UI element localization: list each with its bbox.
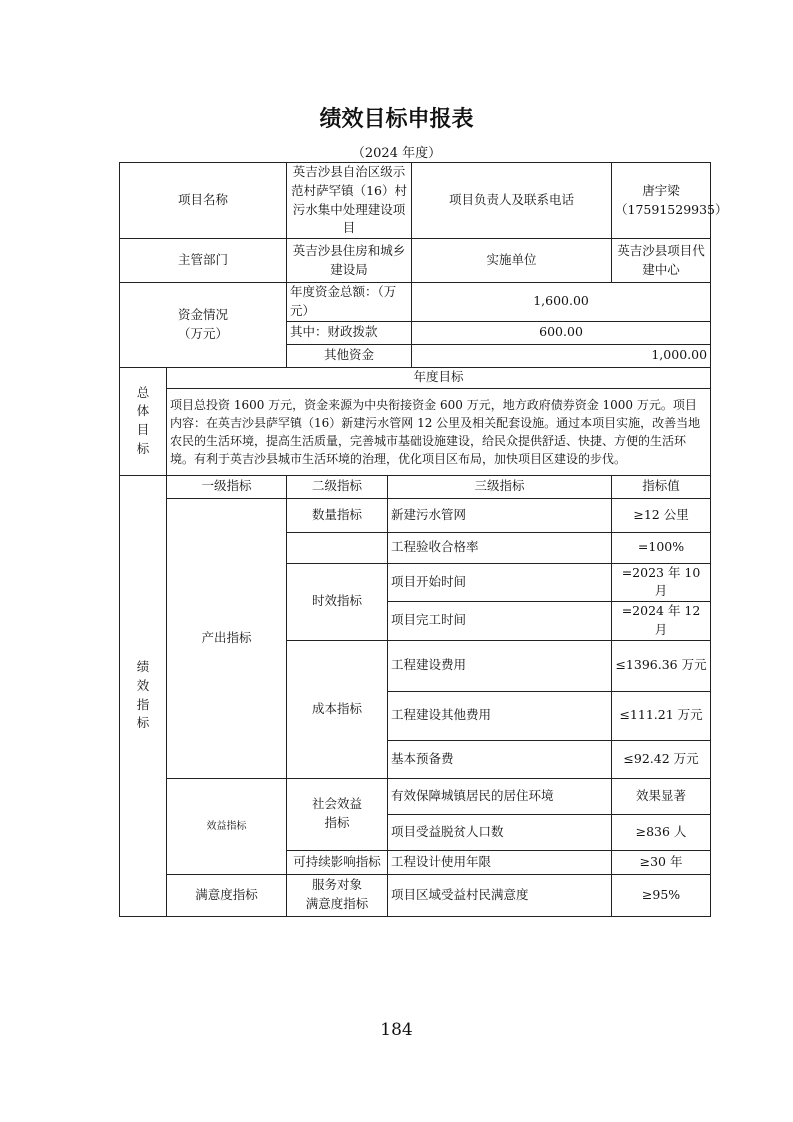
performance-target-table [119,162,728,917]
indicator-name: 项目区域受益村民满意度 [388,874,612,916]
indicator-name: 项目受益脱贫人口数 [388,814,612,850]
funds-total-row [120,283,711,322]
indicator-name: 有效保障城镇居民的居住环境 [388,778,612,814]
perf-header-row [120,475,711,498]
indicator-name: 项目完工时间 [388,602,612,641]
funds-fiscal-value: 600.00 [412,321,711,344]
indicator-name: 新建污水管网 [388,498,612,532]
table-row [120,498,711,532]
project-name-label: 项目名称 [120,163,287,239]
quantity-indicator-label: 数量指标 [287,498,388,532]
empty-cell [287,532,388,563]
output-indicator-label: 产出指标 [167,498,287,778]
funds-other-label: 其他资金 [287,344,412,367]
header-level2: 二级指标 [287,475,388,498]
satisfaction-indicator-label: 满意度指标 [167,874,287,916]
perf-side-label: 绩 效 指 标 [120,475,167,916]
sustain-indicator-label: 可持续影响指标 [287,850,388,874]
goal-header-row [120,367,711,388]
indicator-value: ≤92.42 万元 [612,740,711,778]
header-level3: 三级指标 [388,475,612,498]
indicator-value: ≥836 人 [612,814,711,850]
funds-other-value: 1,000.00 [412,344,711,367]
funds-total-value: 1,600.00 [412,283,711,322]
impl-label: 实施单位 [412,239,612,283]
indicator-name: 工程验收合格率 [388,532,612,563]
page-title: 绩效目标申报表 [319,107,474,132]
funds-label: 资金情况 （万元） [120,283,287,368]
indicator-name: 项目开始时间 [388,563,612,602]
indicator-name: 工程建设费用 [388,640,612,691]
indicator-value: =2024 年 12 月 [612,602,711,641]
table-row [120,778,711,814]
indicator-name: 工程建设其他费用 [388,691,612,740]
timeliness-indicator-label: 时效指标 [287,563,388,640]
indicator-value: =100% [612,532,711,563]
page-number: 184 [380,1020,413,1040]
dept-value: 英吉沙县住房和城乡建设局 [287,239,412,283]
funds-total-label: 年度资金总额：（万元） [287,283,412,322]
social-benefit-label: 社会效益 指标 [287,778,388,850]
project-name-row [120,163,711,239]
benefit-indicator-label: 效益指标 [167,778,287,874]
indicator-value: ≤1396.36 万元 [612,640,711,691]
header-level1: 一级指标 [167,475,287,498]
impl-value: 英吉沙县项目代建中心 [612,239,711,283]
dept-label: 主管部门 [120,239,287,283]
contact-label: 项目负责人及联系电话 [412,163,612,239]
contact-value: 唐宇梁（17591529935） [612,163,711,239]
indicator-value: ≥12 公里 [612,498,711,532]
cost-indicator-label: 成本指标 [287,640,388,778]
indicator-name: 基本预备费 [388,740,612,778]
header-value: 指标值 [612,475,711,498]
indicator-value: =2023 年 10 月 [612,563,711,602]
project-name-value: 英吉沙县自治区级示范村萨罕镇（16）村污水集中处理建设项目 [287,163,412,239]
indicator-value: ≤111.21 万元 [612,691,711,740]
goal-header: 年度目标 [167,367,711,388]
service-satisfaction-label: 服务对象 满意度指标 [287,874,388,916]
indicator-name: 工程设计使用年限 [388,850,612,874]
funds-fiscal-label: 其中：财政拨款 [287,321,412,344]
table-row [120,874,711,916]
indicator-value: ≥95% [612,874,711,916]
goal-side-label: 总 体 目 标 [120,367,167,475]
year-label: （2024 年度） [351,146,442,161]
indicator-value: ≥30 年 [612,850,711,874]
indicator-value: 效果显著 [612,778,711,814]
department-row [120,239,711,283]
goal-text: 项目总投资 1600 万元，资金来源为中央衔接资金 600 万元，地方政府债券资金 1000 万元。项目内容：在英吉沙县萨罕镇（16）新建污水管网 12 公里及相关配套设施。通过本项目实施，改善当地农民的生活环境，提高生活质量，完善城市基础设施建设，给民众提供舒适、快捷、方便的生活环境。有利于英吉沙县城市生活环境的治理，优化项目区布局，加快项目区建设的步伐。 [167,388,711,475]
goal-text-row [120,388,711,475]
